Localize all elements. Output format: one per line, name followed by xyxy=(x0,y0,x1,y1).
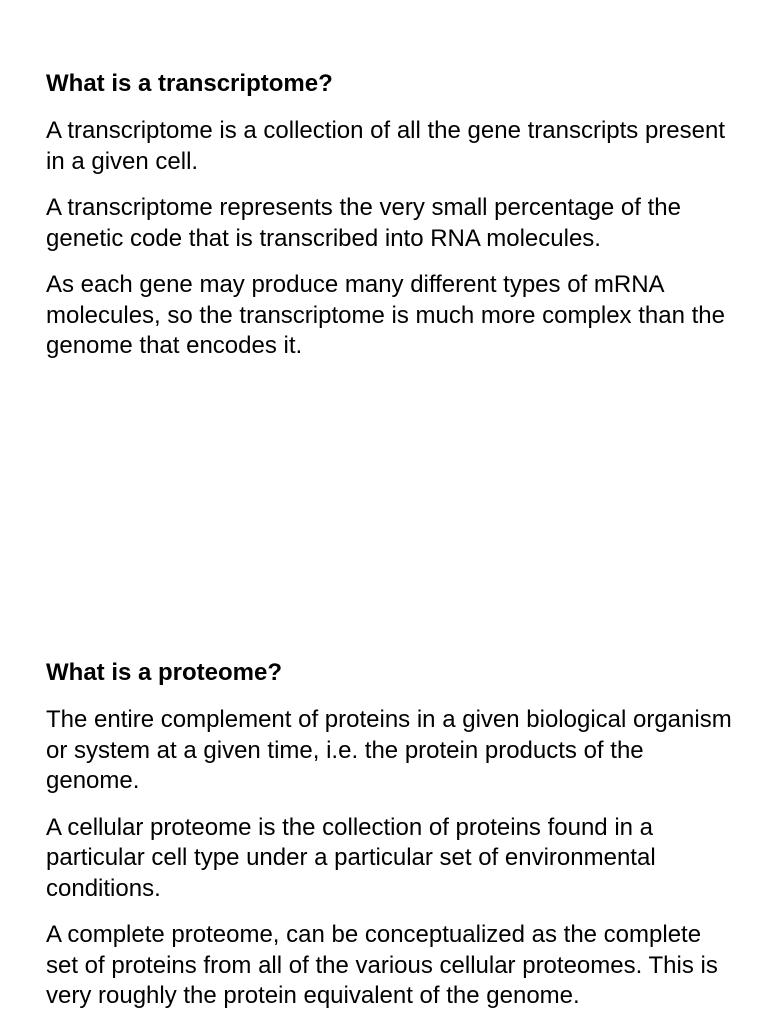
transcriptome-section xyxy=(46,68,736,378)
transcriptome-paragraph-1: A transcriptome is a collection of all the gene transcripts present in a given cell. xyxy=(46,117,726,175)
transcriptome-heading: What is a transcriptome? xyxy=(46,70,333,97)
proteome-paragraph-1: The entire complement of proteins in a given biological organism or system at a given time, i.e. the protein products of the genome. xyxy=(46,706,732,794)
proteome-paragraph-3: A complete proteome, can be conceptualized as the complete set of proteins from all of the various cellular proteomes. This is very roughly the protein equivalent of the genome. xyxy=(46,921,718,1009)
proteome-paragraph-2: A cellular proteome is the collection of proteins found in a particular cell type under a particular set of environmental conditions. xyxy=(46,813,656,902)
transcriptome-paragraph-2: A transcriptome represents the very small percentage of the genetic code that is transcribed into RNA molecules. xyxy=(46,194,681,252)
transcriptome-paragraph-3: As each gene may produce many different types of mRNA molecules, so the transcriptome is much more complex than the genome that encodes it. xyxy=(46,271,725,359)
proteome-section xyxy=(46,657,736,1028)
proteome-heading: What is a proteome? xyxy=(46,659,283,686)
